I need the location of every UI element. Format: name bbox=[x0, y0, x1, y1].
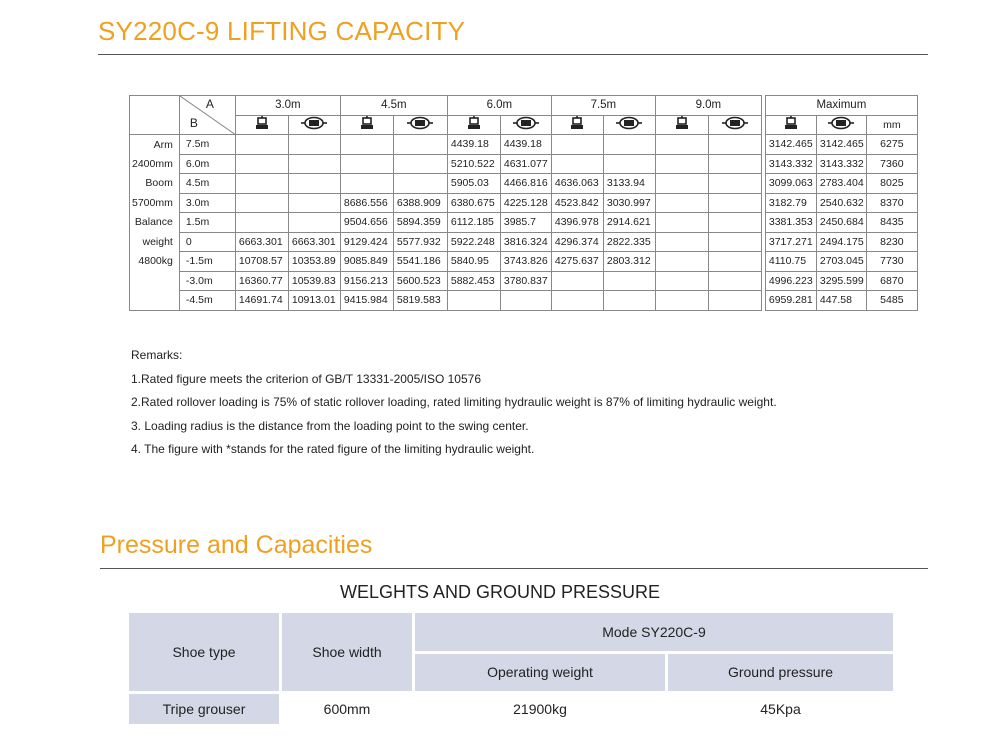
table-cell: 2540.632 bbox=[816, 193, 866, 213]
table-row bbox=[130, 291, 918, 311]
table-cell bbox=[235, 193, 288, 213]
table-row bbox=[130, 213, 918, 233]
table-cell: 3182.79 bbox=[765, 193, 816, 213]
table-cell bbox=[603, 291, 655, 311]
table-cell: 5882.453 bbox=[447, 271, 500, 291]
operating-weight-value: 21900kg bbox=[415, 694, 665, 724]
shoe-width-value: 600mm bbox=[282, 694, 412, 724]
shoe-type-value: Tripe grouser bbox=[129, 694, 279, 724]
table-cell: 6663.301 bbox=[288, 232, 340, 252]
table-cell: 8025 bbox=[866, 174, 917, 194]
table-cell: 16360.77 bbox=[235, 271, 288, 291]
table-cell: 3099.063 bbox=[765, 174, 816, 194]
table-cell bbox=[708, 232, 761, 252]
table-cell bbox=[655, 291, 708, 311]
table-cell bbox=[340, 135, 393, 155]
table-cell: 9156.213 bbox=[340, 271, 393, 291]
table-cell bbox=[708, 174, 761, 194]
table-cell: 9415.984 bbox=[340, 291, 393, 311]
table-cell bbox=[551, 154, 603, 174]
table-cell bbox=[393, 174, 447, 194]
page-title: SY220C-9 LIFTING CAPACITY bbox=[98, 16, 466, 46]
row-side-label: 4800kg bbox=[130, 252, 180, 272]
remarks bbox=[131, 348, 777, 466]
front-load-icon bbox=[447, 115, 500, 135]
table-cell bbox=[235, 213, 288, 233]
corner-label-b: B bbox=[189, 116, 198, 130]
table-cell: 4636.063 bbox=[551, 174, 603, 194]
front-load-icon bbox=[551, 115, 603, 135]
table-cell bbox=[655, 232, 708, 252]
table-cell: 4110.75 bbox=[765, 252, 816, 272]
remark-item: 1.Rated figure meets the criterion of GB/T 13331-2005/ISO 10576 bbox=[131, 371, 481, 386]
table-cell: 7730 bbox=[866, 252, 917, 272]
shoe-type-header: Shoe type bbox=[129, 613, 279, 691]
row-side-label: 2400mm bbox=[130, 154, 180, 174]
table-cell bbox=[708, 154, 761, 174]
table-cell: 10539.83 bbox=[288, 271, 340, 291]
table-cell: 4439.18 bbox=[447, 135, 500, 155]
corner-label-a: A bbox=[205, 97, 214, 111]
table-cell bbox=[340, 174, 393, 194]
table-cell: 8230 bbox=[866, 232, 917, 252]
table-cell: 2803.312 bbox=[603, 252, 655, 272]
table-cell: 3133.94 bbox=[603, 174, 655, 194]
table-cell: 5541.186 bbox=[393, 252, 447, 272]
front-load-icon bbox=[340, 115, 393, 135]
table-cell: 5577.932 bbox=[393, 232, 447, 252]
weights-title: WELGHTS AND GROUND PRESSURE bbox=[339, 582, 661, 602]
table-cell bbox=[708, 271, 761, 291]
table-cell: 10913.01 bbox=[288, 291, 340, 311]
table-cell: 14691.74 bbox=[235, 291, 288, 311]
table-cell: 2703.045 bbox=[816, 252, 866, 272]
row-side-label: Arm bbox=[130, 135, 180, 155]
table-cell: 4631.077 bbox=[500, 154, 551, 174]
table-row bbox=[130, 154, 918, 174]
table-cell: 3142.465 bbox=[765, 135, 816, 155]
table-cell: 2494.175 bbox=[816, 232, 866, 252]
table-cell bbox=[655, 174, 708, 194]
row-side-label: weight bbox=[130, 232, 180, 252]
maximum-header: Maximum bbox=[765, 96, 917, 116]
table-cell bbox=[708, 135, 761, 155]
table-cell: 4275.637 bbox=[551, 252, 603, 272]
table-cell bbox=[288, 213, 340, 233]
table-cell: 7360 bbox=[866, 154, 917, 174]
row-height-label: 7.5m bbox=[179, 135, 235, 155]
table-cell bbox=[288, 193, 340, 213]
table-cell: 10353.89 bbox=[288, 252, 340, 272]
table-cell: 2450.684 bbox=[816, 213, 866, 233]
front-load-icon bbox=[235, 115, 288, 135]
table-cell bbox=[603, 135, 655, 155]
row-height-label: 0 bbox=[179, 232, 235, 252]
table-cell: 6870 bbox=[866, 271, 917, 291]
table-cell: 3743.826 bbox=[500, 252, 551, 272]
side-load-icon bbox=[816, 115, 866, 135]
table-cell: 4296.374 bbox=[551, 232, 603, 252]
table-cell: 4396.978 bbox=[551, 213, 603, 233]
table-cell: 447.58 bbox=[816, 291, 866, 311]
table-cell: 6663.301 bbox=[235, 232, 288, 252]
section-title: Pressure and Capacities bbox=[100, 531, 373, 559]
table-cell: 5905.03 bbox=[447, 174, 500, 194]
table-cell: 3780.837 bbox=[500, 271, 551, 291]
table-cell: 6112.185 bbox=[447, 213, 500, 233]
table-cell bbox=[288, 174, 340, 194]
weights-table bbox=[126, 610, 896, 727]
table-cell: 10708.57 bbox=[235, 252, 288, 272]
table-cell: 8686.556 bbox=[340, 193, 393, 213]
side-load-icon bbox=[603, 115, 655, 135]
table-cell: 9504.656 bbox=[340, 213, 393, 233]
table-cell: 6380.675 bbox=[447, 193, 500, 213]
table-cell: 5600.523 bbox=[393, 271, 447, 291]
ground-pressure-value: 45Kpa bbox=[668, 694, 893, 724]
radius-header-4-5m: 4.5m bbox=[340, 96, 447, 116]
table-cell bbox=[235, 174, 288, 194]
table-cell: 5485 bbox=[866, 291, 917, 311]
table-cell: 4996.223 bbox=[765, 271, 816, 291]
table-corner-blank bbox=[130, 96, 180, 135]
table-row bbox=[130, 193, 918, 213]
table-cell bbox=[447, 291, 500, 311]
table-cell: 8435 bbox=[866, 213, 917, 233]
table-cell: 2783.404 bbox=[816, 174, 866, 194]
row-side-label bbox=[130, 271, 180, 291]
table-cell bbox=[708, 252, 761, 272]
side-load-icon bbox=[393, 115, 447, 135]
table-cell: 6959.281 bbox=[765, 291, 816, 311]
row-height-label: -1.5m bbox=[179, 252, 235, 272]
row-side-label: 5700mm bbox=[130, 193, 180, 213]
table-cell: 3143.332 bbox=[816, 154, 866, 174]
row-height-label: 4.5m bbox=[179, 174, 235, 194]
row-height-label: 6.0m bbox=[179, 154, 235, 174]
table-corner-header bbox=[179, 96, 235, 135]
table-row bbox=[130, 174, 918, 194]
remark-item: 3. Loading radius is the distance from the loading point to the swing center. bbox=[131, 418, 529, 433]
row-side-label: Boom bbox=[130, 174, 180, 194]
remarks-heading: Remarks: bbox=[131, 348, 183, 362]
table-cell: 4439.18 bbox=[500, 135, 551, 155]
mode-header: Mode SY220C-9 bbox=[415, 613, 893, 651]
table-cell bbox=[655, 213, 708, 233]
table-cell bbox=[288, 135, 340, 155]
table-cell bbox=[288, 154, 340, 174]
table-cell bbox=[551, 135, 603, 155]
table-cell: 4523.842 bbox=[551, 193, 603, 213]
table-cell bbox=[393, 154, 447, 174]
table-cell: 9085.849 bbox=[340, 252, 393, 272]
table-cell: 4466.816 bbox=[500, 174, 551, 194]
table-cell bbox=[393, 135, 447, 155]
table-row bbox=[130, 135, 918, 155]
table-row bbox=[130, 252, 918, 272]
table-cell: 3142.465 bbox=[816, 135, 866, 155]
table-cell: 6388.909 bbox=[393, 193, 447, 213]
table-cell: 5210.522 bbox=[447, 154, 500, 174]
row-side-label: Balance bbox=[130, 213, 180, 233]
table-cell bbox=[551, 271, 603, 291]
table-cell: 5922.248 bbox=[447, 232, 500, 252]
table-cell: 6275 bbox=[866, 135, 917, 155]
row-side-label bbox=[130, 291, 180, 311]
side-load-icon bbox=[288, 115, 340, 135]
radius-header-3m: 3.0m bbox=[235, 96, 340, 116]
table-cell: 3381.353 bbox=[765, 213, 816, 233]
row-height-label: 3.0m bbox=[179, 193, 235, 213]
table-cell: 5894.359 bbox=[393, 213, 447, 233]
table-cell: 5840.95 bbox=[447, 252, 500, 272]
table-cell bbox=[551, 291, 603, 311]
table-cell: 3143.332 bbox=[765, 154, 816, 174]
table-cell bbox=[655, 252, 708, 272]
radius-header-9m: 9.0m bbox=[655, 96, 761, 116]
table-cell: 5819.583 bbox=[393, 291, 447, 311]
table-cell bbox=[340, 154, 393, 174]
table-row bbox=[130, 232, 918, 252]
side-load-icon bbox=[500, 115, 551, 135]
table-cell: 3985.7 bbox=[500, 213, 551, 233]
table-cell bbox=[655, 193, 708, 213]
remark-item: 2.Rated rollover loading is 75% of static rollover loading, rated limiting hydraulic weight is 87% of limiting hydraulic weight. bbox=[131, 395, 777, 409]
table-cell: 8370 bbox=[866, 193, 917, 213]
table-cell: 3717.271 bbox=[765, 232, 816, 252]
table-cell: 2914.621 bbox=[603, 213, 655, 233]
table-cell bbox=[655, 154, 708, 174]
table-cell bbox=[708, 213, 761, 233]
table-cell bbox=[655, 271, 708, 291]
table-row bbox=[130, 271, 918, 291]
title-divider bbox=[98, 54, 928, 55]
table-cell: 9129.424 bbox=[340, 232, 393, 252]
row-height-label: -4.5m bbox=[179, 291, 235, 311]
table-cell bbox=[655, 135, 708, 155]
table-cell bbox=[500, 291, 551, 311]
table-cell: 2822.335 bbox=[603, 232, 655, 252]
table-cell: 3816.324 bbox=[500, 232, 551, 252]
radius-header-7-5m: 7.5m bbox=[551, 96, 655, 116]
table-cell bbox=[235, 154, 288, 174]
row-height-label: 1.5m bbox=[179, 213, 235, 233]
table-cell: 4225.128 bbox=[500, 193, 551, 213]
mm-header: mm bbox=[866, 115, 917, 135]
table-cell: 3295.599 bbox=[816, 271, 866, 291]
shoe-width-header: Shoe width bbox=[282, 613, 412, 691]
table-cell bbox=[708, 193, 761, 213]
lifting-capacity-table bbox=[129, 95, 918, 311]
ground-pressure-header: Ground pressure bbox=[668, 654, 893, 692]
remark-item: 4. The figure with *stands for the rated figure of the limiting hydraulic weight. bbox=[131, 442, 535, 456]
table-cell bbox=[603, 154, 655, 174]
table-cell bbox=[708, 291, 761, 311]
section-divider bbox=[100, 568, 928, 569]
table-cell: 3030.997 bbox=[603, 193, 655, 213]
front-load-icon bbox=[655, 115, 708, 135]
row-height-label: -3.0m bbox=[179, 271, 235, 291]
operating-weight-header: Operating weight bbox=[415, 654, 665, 692]
table-cell bbox=[603, 271, 655, 291]
front-load-icon bbox=[765, 115, 816, 135]
table-cell bbox=[235, 135, 288, 155]
side-load-icon bbox=[708, 115, 761, 135]
radius-header-6m: 6.0m bbox=[447, 96, 551, 116]
